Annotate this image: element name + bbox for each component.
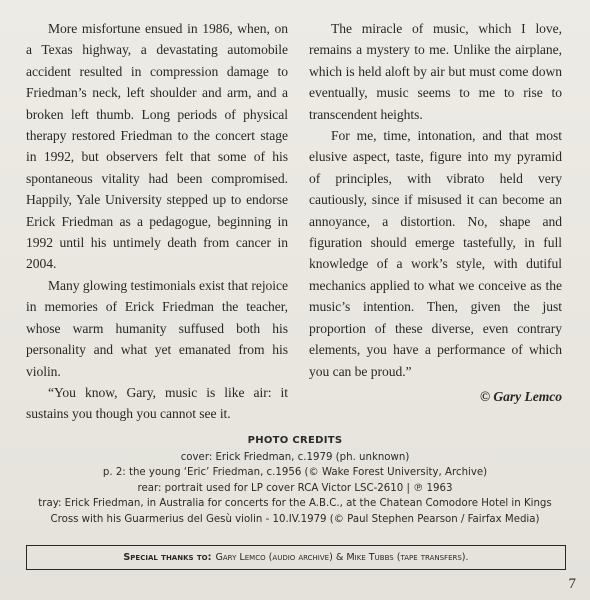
paragraph: “You know, Gary, music is like air: it sustains you though you cannot see it. <box>26 384 288 422</box>
paragraph: Many glowing testimonials exist that rejoice in memories of Erick Friedman the teacher, whose warm humanity suffused both his personality and what yet emanated from his violin. <box>26 277 288 379</box>
credit-line: tray: Erick Friedman, in Australia for concerts for the A.B.C., at the Chatean Comodore Hotel in Kings <box>38 498 552 510</box>
paragraph: The miracle of music, which I love, remains a mystery to me. Unlike the airplane, which is held aloft by air but must come down eventually, music seems to me to rise to transcendent heights. <box>309 21 562 122</box>
paragraph: For me, time, intonation, and that most elusive aspect, taste, figure into my pyramid of principles, with vibrato held very cautiously, since if misused it can become an annoyance, a distortion. No, shape and figuration should emerge tastefully, in full knowledge of a work’s style, with dutiful mechanics applied to what we conceive as the music’s intention. Then, given the just proportion of these diverse, even contrary elements, you have a performance of which you can be proud.” <box>309 128 562 379</box>
credit-line: cover: Erick Friedman, c.1979 (ph. unknown) <box>180 451 410 463</box>
credit-line: Cross with his Guarmerius del Gesù violin - 10.IV.1979 (© Paul Stephen Pearson / Fairfax Media) <box>50 513 540 525</box>
right-text-column <box>309 18 562 407</box>
credit-line: p. 2: the young ‘Eric’ Friedman, c.1956 (© Wake Forest University, Archive) <box>102 467 488 479</box>
photo-credits-heading: PHOTO CREDITS <box>247 435 343 446</box>
special-thanks-box <box>26 545 566 570</box>
photo-credits <box>20 433 570 528</box>
special-thanks-text: Gary Lemco (audio archive) & Mike Tubbs (tape transfers). <box>215 552 469 563</box>
credit-line: rear: portrait used for LP cover RCA Victor LSC-2610 | ℗ 1963 <box>137 482 453 494</box>
left-text-column <box>26 18 288 425</box>
paragraph: More misfortune ensued in 1986, when, on a Texas highway, a devastating automobile accident resulted in compression damage to Friedman’s neck, left shoulder and arm, and a broken left thumb. Long periods of physical therapy restored Friedman to the concert stage in 1992, but observers felt that some of his spontaneous vitality had been compromised. Happily, Yale University stepped up to endorse Erick Friedman as a pedagogue, beginning in 1992 until his untimely death from cancer in 2004. <box>26 21 288 272</box>
page-number: 7 <box>568 576 576 592</box>
author-signature: © Gary Lemco <box>479 388 562 404</box>
special-thanks-label: Special thanks to: <box>123 552 212 563</box>
